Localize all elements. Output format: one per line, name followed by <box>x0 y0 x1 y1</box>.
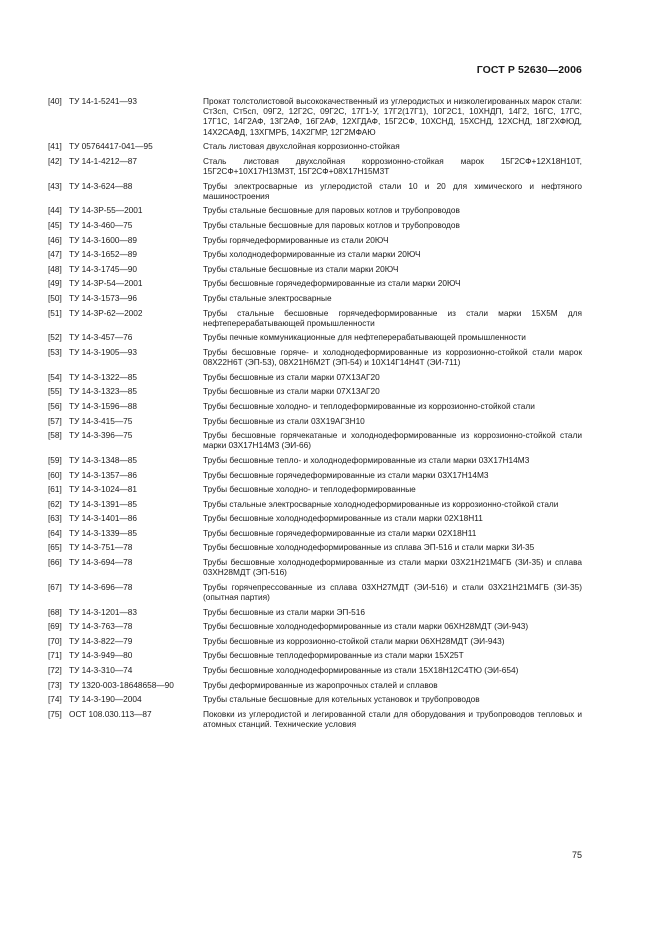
reference-code: ТУ 14-3-694—78 <box>69 557 133 568</box>
reference-title: Трубы горячедеформированные из стали 20ЮЧ <box>203 234 389 245</box>
reference-code: ТУ 14-3-1745—90 <box>69 263 137 274</box>
reference-number: [65] <box>48 542 62 553</box>
reference-code: ТУ 14-3-1652—89 <box>69 249 137 260</box>
reference-number: [63] <box>48 513 62 524</box>
reference-title: Трубы бесшовные из стали 03Х19АГ3Н10 <box>203 415 365 426</box>
reference-number: [57] <box>48 415 62 426</box>
reference-number: [46] <box>48 234 62 245</box>
reference-item <box>48 156 582 176</box>
reference-code: ТУ 14-1-5241—93 <box>69 96 137 106</box>
reference-item <box>48 528 582 538</box>
reference-title: Трубы стальные электросварные <box>203 292 332 303</box>
reference-number: [55] <box>48 386 62 397</box>
reference-number: [75] <box>48 708 62 719</box>
reference-item <box>48 470 582 480</box>
reference-number: [68] <box>48 606 62 617</box>
reference-number: [71] <box>48 650 62 661</box>
reference-number: [48] <box>48 263 62 274</box>
reference-code: ТУ 14-3-457—76 <box>69 332 133 343</box>
reference-item <box>48 264 582 274</box>
reference-title: Трубы бесшовные горячекатаные и холоднодеформированные из коррозионно-стойкой стали марки 03Х17Н14М3 (ЭИ-66) <box>203 430 582 451</box>
reference-code: ТУ 14-3-1596—88 <box>69 400 137 411</box>
reference-list <box>48 96 582 734</box>
reference-title: Трубы стальные электросварные холоднодеформированные из коррозионно-стойкой стали <box>203 498 559 509</box>
reference-title: Трубы бесшовные горячедеформированные из стали марки 02Х18Н11 <box>203 527 477 538</box>
reference-title: Поковки из углеродистой и легированной стали для оборудования и трубопроводов тепловых и атомных станций. Технические условия <box>203 708 582 730</box>
reference-title: Трубы бесшовные холодно- и теплодеформированные из коррозионно-стойкой стали <box>203 400 535 411</box>
reference-code: ТУ 14-3-1905—93 <box>69 346 137 357</box>
reference-code: ТУ 14-1-4212—87 <box>69 155 137 166</box>
reference-item <box>48 557 582 577</box>
reference-code: ТУ 14-3-460—75 <box>69 219 133 230</box>
reference-title: Трубы стальные бесшовные для котельных установок и трубопроводов <box>203 694 480 705</box>
reference-title: Прокат толстолистовой высококачественный из углеродистых и низколегированных марок стали: Ст3сп, Ст5сп, 09Г2, 12Г2С, 09Г2С, 17Г1-У, 17Г2(17Г1), 10Г2С1, 10ХНДП, 14Г2, 16ГС, 17ГС, 17Г1С, 14Г2АФ, 13Г2АФ, 16Г2АФ, 12ХГДАФ, 15Г2СФ, 10ХСНД, 15ХСНД, 12ХСНД, 18Г2ХФЮД, 14Х2САФД, 13ХГМРБ, 14Х2ГМР, 12Г2МФАЮ <box>203 96 582 137</box>
reference-item <box>48 401 582 411</box>
reference-title: Трубы бесшовные горячедеформированные из стали марки 03Х17Н14М3 <box>203 469 489 480</box>
reference-code: ТУ 14-3-1348—85 <box>69 454 137 465</box>
reference-code: ТУ 14-3Р-55—2001 <box>69 205 143 216</box>
reference-number: [60] <box>48 469 62 480</box>
reference-title: Трубы бесшовные из стали марки 07Х13АГ20 <box>203 386 380 397</box>
reference-code: ТУ 14-3-1323—85 <box>69 386 137 397</box>
reference-title: Трубы горячепрессованные из сплава 03ХН27МДТ (ЭИ-516) и стали 03Х21Н21М4ГБ (ЗИ-35) (опытная партия) <box>203 581 582 603</box>
reference-item <box>48 205 582 215</box>
reference-title: Трубы деформированные из жаропрочных сталей и сплавов <box>203 679 438 690</box>
reference-number: [62] <box>48 498 62 509</box>
reference-item <box>48 141 582 151</box>
reference-item <box>48 621 582 631</box>
reference-item <box>48 680 582 690</box>
reference-number: [43] <box>48 180 62 191</box>
reference-code: ОСТ 108.030.113—87 <box>69 708 152 719</box>
reference-number: [64] <box>48 527 62 538</box>
reference-item <box>48 650 582 660</box>
reference-title: Трубы бесшовные холоднодеформированные из стали марки 06ХН28МДТ (ЭИ-943) <box>203 621 529 632</box>
reference-item <box>48 347 582 367</box>
reference-number: [50] <box>48 292 62 303</box>
reference-title: Трубы холоднодеформированные из стали марки 20ЮЧ <box>203 249 421 260</box>
reference-item <box>48 607 582 617</box>
reference-item <box>48 181 582 201</box>
reference-number: [52] <box>48 332 62 343</box>
reference-item <box>48 455 582 465</box>
reference-item <box>48 484 582 494</box>
reference-code: ТУ 14-3-1357—86 <box>69 469 137 480</box>
reference-code: ТУ 14-3-1600—89 <box>69 234 137 245</box>
reference-number: [59] <box>48 454 62 465</box>
reference-number: [51] <box>48 307 62 318</box>
page-number: 75 <box>571 850 582 860</box>
reference-item <box>48 235 582 245</box>
reference-item <box>48 293 582 303</box>
reference-code: ТУ 14-3-1401—86 <box>69 513 137 524</box>
reference-number: [45] <box>48 219 62 230</box>
reference-item <box>48 499 582 509</box>
reference-number: [53] <box>48 346 62 357</box>
reference-number: [54] <box>48 371 62 382</box>
reference-code: ТУ 14-3-1339—85 <box>69 527 137 538</box>
reference-number: [70] <box>48 635 62 646</box>
reference-code: ТУ 14-3Р-54—2001 <box>69 278 143 289</box>
reference-code: ТУ 14-3-396—75 <box>69 430 133 441</box>
reference-code: ТУ 14-3-751—78 <box>69 542 133 553</box>
reference-item <box>48 694 582 704</box>
reference-number: [44] <box>48 205 62 216</box>
reference-item <box>48 430 582 450</box>
reference-title: Трубы стальные бесшовные горячедеформированные из стали марки 15Х5М для нефтеперерабатывающей промышленности <box>203 307 582 328</box>
reference-number: [47] <box>48 249 62 260</box>
reference-code: ТУ 14-3-1322—85 <box>69 371 137 382</box>
reference-code: ТУ 14-3-1391—85 <box>69 498 137 509</box>
reference-item <box>48 636 582 646</box>
reference-number: [73] <box>48 679 62 690</box>
reference-title: Трубы бесшовные холоднодеформированные из стали марки 02Х18Н11 <box>203 513 483 524</box>
reference-number: [49] <box>48 278 62 289</box>
reference-title: Трубы стальные бесшовные из стали марки 20ЮЧ <box>203 263 399 274</box>
reference-title: Трубы бесшовные из коррозионно-стойкой стали марки 06ХН28МДТ (ЭИ-943) <box>203 635 505 646</box>
reference-number: [72] <box>48 665 62 676</box>
reference-title: Трубы бесшовные горяче- и холоднодеформированные из коррозионно-стойкой стали марок 08Х22Н6Т (ЭП-53), 08Х21Н6М2Т (ЭП-54) и 10Х14Г14Н4Т (ЭИ-711) <box>203 346 582 368</box>
reference-number: [58] <box>48 430 62 441</box>
reference-title: Трубы бесшовные из стали марки ЭП-516 <box>203 606 365 617</box>
reference-title: Трубы стальные бесшовные для паровых котлов и трубопроводов <box>203 219 460 230</box>
reference-item <box>48 542 582 552</box>
reference-code: ТУ 14-3-949—80 <box>69 650 133 661</box>
reference-code: ТУ 14-3-190—2004 <box>69 694 142 705</box>
reference-number: [67] <box>48 581 62 592</box>
reference-item <box>48 665 582 675</box>
page-header: ГОСТ Р 52630—2006 <box>476 64 582 76</box>
reference-code: ТУ 14-3-624—88 <box>69 180 133 191</box>
reference-code: ТУ 1320-003-18648658—90 <box>69 679 174 690</box>
reference-title: Трубы бесшовные холоднодеформированные из стали марки 03Х21Н21М4ГБ (ЗИ-35) и сплава 03ХН28МДТ (ЭП-516) <box>203 557 582 578</box>
reference-title: Трубы бесшовные теплодеформированные из стали марки 15Х25Т <box>203 650 464 661</box>
reference-title: Трубы бесшовные холоднодеформированные из стали 15Х18Н12С4ТЮ (ЭИ-654) <box>203 665 519 676</box>
reference-number: [69] <box>48 621 62 632</box>
reference-code: ТУ 05764417-041—95 <box>69 141 153 152</box>
reference-title: Трубы бесшовные из стали марки 07Х13АГ20 <box>203 371 380 382</box>
reference-item <box>48 96 582 137</box>
reference-title: Трубы бесшовные горячедеформированные из стали марки 20ЮЧ <box>203 278 461 289</box>
reference-number: [40] <box>48 96 62 106</box>
reference-item <box>48 332 582 342</box>
reference-code: ТУ 14-3-1573—96 <box>69 292 137 303</box>
reference-item <box>48 582 582 602</box>
reference-code: ТУ 14-3Р-62—2002 <box>69 307 143 318</box>
reference-number: [41] <box>48 141 62 152</box>
reference-code: ТУ 14-3-763—78 <box>69 621 133 632</box>
reference-title: Трубы печные коммуникационные для нефтеперерабатывающей промышленности <box>203 332 526 343</box>
reference-code: ТУ 14-3-310—74 <box>69 665 133 676</box>
reference-item <box>48 220 582 230</box>
reference-item <box>48 709 582 729</box>
reference-title: Сталь листовая двухслойная коррозионно-стойкая марок 15Г2СФ+12Х18Н10Т, 15Г2СФ+10Х17Н13М3Т, 15Г2СФ+08Х17Н15М3Т <box>203 155 582 176</box>
reference-code: ТУ 14-3-696—78 <box>69 581 133 592</box>
reference-code: ТУ 14-3-1024—81 <box>69 484 137 495</box>
reference-title: Трубы стальные бесшовные для паровых котлов и трубопроводов <box>203 205 460 216</box>
reference-code: ТУ 14-3-1201—83 <box>69 606 137 617</box>
reference-number: [66] <box>48 557 62 568</box>
reference-item <box>48 372 582 382</box>
reference-title: Трубы бесшовные холоднодеформированные из сплава ЭП-516 и стали марки ЗИ-35 <box>203 542 535 553</box>
reference-item <box>48 278 582 288</box>
reference-item <box>48 416 582 426</box>
reference-number: [61] <box>48 484 62 495</box>
reference-title: Трубы бесшовные тепло- и холоднодеформированные из стали марки 03Х17Н14М3 <box>203 454 530 465</box>
reference-code: ТУ 14-3-415—75 <box>69 415 133 426</box>
reference-item <box>48 513 582 523</box>
reference-number: [42] <box>48 155 62 166</box>
reference-item <box>48 386 582 396</box>
reference-item <box>48 249 582 259</box>
reference-number: [74] <box>48 694 62 705</box>
reference-title: Сталь листовая двухслойная коррозионно-стойкая <box>203 141 400 152</box>
reference-item <box>48 308 582 328</box>
reference-code: ТУ 14-3-822—79 <box>69 635 133 646</box>
reference-number: [56] <box>48 400 62 411</box>
reference-title: Трубы электросварные из углеродистой стали 10 и 20 для химического и нефтяного машиностроения <box>203 180 582 201</box>
reference-title: Трубы бесшовные холодно- и теплодеформированные <box>203 484 416 495</box>
